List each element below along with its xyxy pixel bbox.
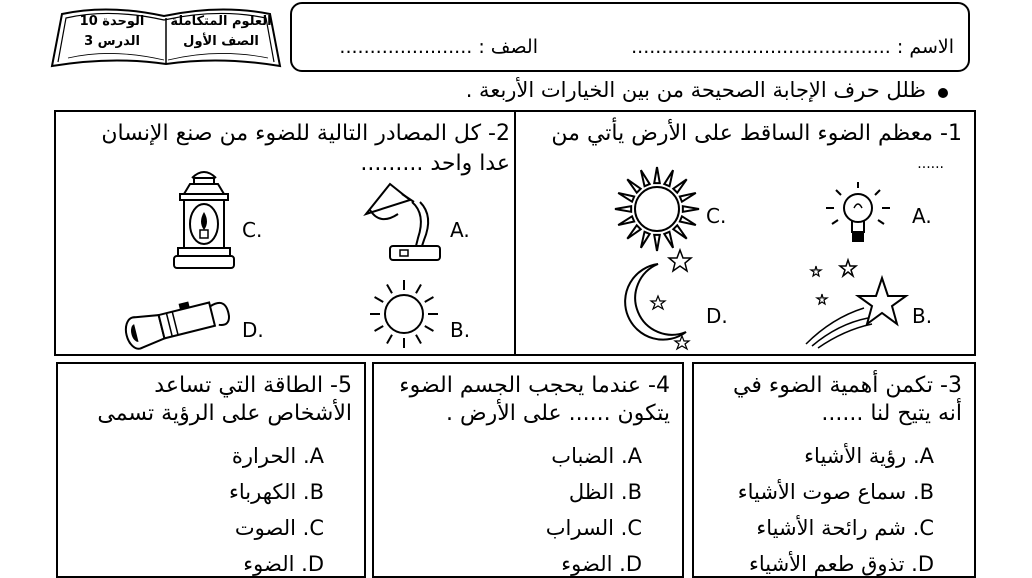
header-grade: الصف الأول: [183, 34, 259, 49]
moon-stars-icon: [614, 250, 704, 350]
question-1-box: [514, 110, 976, 356]
question-2-text-2: عدا واحد .........: [360, 151, 510, 176]
bullet-icon: [938, 88, 948, 98]
flashlight-icon: [120, 278, 240, 348]
q4-option-c-label: السراب: [545, 516, 614, 540]
question-1-text: 1- معظم الضوء الساقط على الأرض يأتي من: [551, 121, 962, 146]
q3-option-b-letter: B.: [912, 480, 934, 504]
q5-option-b-letter: B.: [302, 480, 324, 504]
q5-option-b[interactable]: [229, 480, 324, 504]
q1-option-a-letter[interactable]: A.: [912, 204, 932, 228]
q4-option-b[interactable]: [569, 480, 642, 504]
q4-option-a[interactable]: [551, 444, 642, 468]
q5-option-d[interactable]: [243, 552, 324, 576]
question-3-text-2: أنه يتيح لنا ......: [821, 401, 962, 426]
name-field[interactable]: [631, 36, 954, 58]
header-lesson: الدرس 3: [84, 34, 140, 49]
light-bulb-icon: [822, 178, 892, 248]
q5-option-b-label: الكهرباء: [228, 480, 297, 504]
question-4-text: 4- عندما يحجب الجسم الضوء: [399, 373, 670, 398]
q5-option-c-label: الصوت: [234, 516, 296, 540]
header-unit: الوحدة 10: [79, 14, 145, 29]
question-1-dots: ......: [917, 156, 944, 172]
q3-option-b-label: سماع صوت الأشياء: [737, 480, 907, 504]
question-4-box: [372, 362, 684, 578]
desk-lamp-icon: [360, 174, 440, 270]
instruction-text: ظلل حرف الإجابة الصحيحة من بين الخيارات الأربعة .: [465, 78, 926, 102]
q4-option-c[interactable]: [546, 516, 642, 540]
q3-option-c-label: شم رائحة الأشياء: [756, 516, 906, 540]
q3-option-c[interactable]: [756, 516, 934, 540]
student-info-box: [290, 2, 970, 72]
question-4-text-2: يتكون ...... على الأرض .: [446, 401, 670, 426]
lantern-icon: [170, 168, 240, 272]
q4-option-d-label: الضوء: [561, 552, 613, 576]
q5-option-c-letter: C.: [302, 516, 324, 540]
q5-option-a-letter: A.: [302, 444, 324, 468]
q4-option-b-label: الظل: [568, 480, 615, 504]
q4-option-d[interactable]: [561, 552, 642, 576]
q4-option-d-letter: D.: [619, 552, 642, 576]
q5-option-d-letter: D.: [301, 552, 324, 576]
q4-option-c-letter: C.: [620, 516, 642, 540]
q5-option-a-label: الحرارة: [231, 444, 297, 468]
sun-icon: [364, 274, 444, 354]
class-field[interactable]: [339, 36, 538, 58]
q2-option-a-letter[interactable]: A.: [450, 218, 470, 242]
q1-option-b-letter[interactable]: B.: [912, 304, 933, 328]
q4-option-a-letter: A.: [620, 444, 642, 468]
q1-option-d-letter[interactable]: D.: [706, 304, 728, 328]
q1-option-c-letter[interactable]: C.: [706, 204, 727, 228]
q3-option-a-label: رؤية الأشياء: [804, 444, 907, 468]
q2-option-d-letter[interactable]: D.: [242, 318, 264, 342]
q4-option-a-label: الضباب: [551, 444, 615, 468]
book-logo: [48, 4, 284, 68]
q3-option-d[interactable]: [749, 552, 934, 576]
q2-option-c-letter[interactable]: C.: [242, 218, 263, 242]
question-5-text-2: الأشخاص على الرؤية تسمى: [97, 401, 352, 426]
question-2-box: [54, 110, 514, 356]
q3-option-a-letter: A.: [912, 444, 934, 468]
q5-option-d-label: الضوء: [243, 552, 295, 576]
q4-option-b-letter: B.: [620, 480, 642, 504]
q3-option-b[interactable]: [738, 480, 934, 504]
question-2-text: 2- كل المصادر التالية للضوء من صنع الإنسان: [101, 121, 510, 146]
question-3-text: 3- تكمن أهمية الضوء في: [733, 373, 962, 398]
header-subject: العلوم المتكاملة: [170, 14, 272, 29]
class-dots: ......................: [339, 36, 473, 58]
q3-option-d-label: تذوق طعم الأشياء: [748, 552, 905, 576]
q2-option-b-letter[interactable]: B.: [450, 318, 471, 342]
name-label: الاسم :: [896, 36, 954, 58]
shooting-stars-icon: [802, 258, 912, 348]
question-5-box: [56, 362, 366, 578]
name-dots: ...........................................: [631, 36, 891, 58]
question-3-box: [692, 362, 976, 578]
q3-option-d-letter: D.: [911, 552, 934, 576]
q3-option-a[interactable]: [804, 444, 934, 468]
q5-option-a[interactable]: [232, 444, 324, 468]
q3-option-c-letter: C.: [912, 516, 934, 540]
q5-option-c[interactable]: [235, 516, 324, 540]
question-5-text: 5- الطاقة التي تساعد: [154, 373, 352, 398]
sun-icon: [612, 164, 702, 254]
class-label: الصف :: [478, 36, 538, 58]
